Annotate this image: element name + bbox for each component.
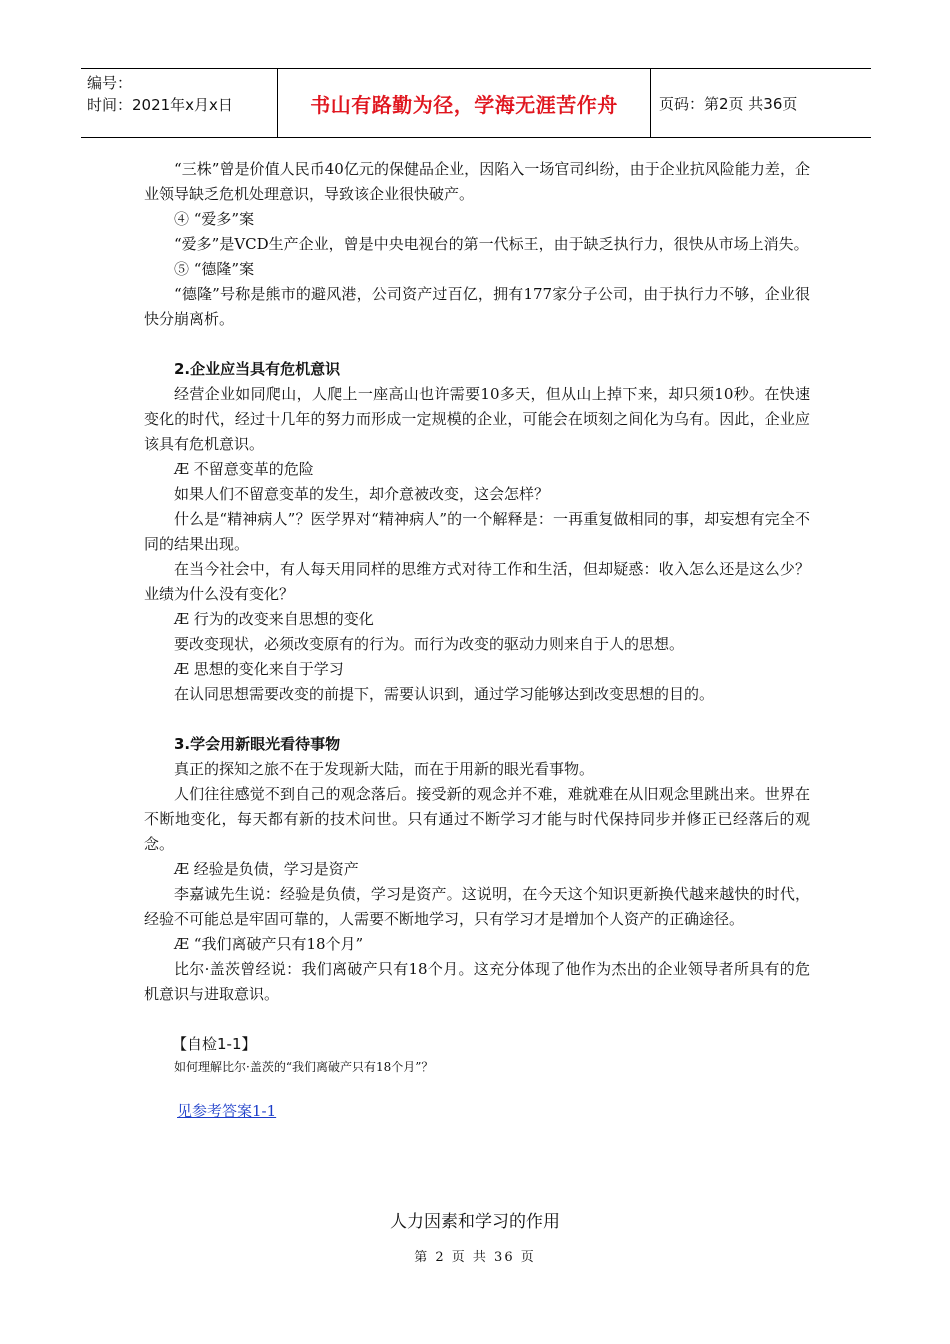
case-heading: ⑤ “德隆”案	[174, 260, 255, 278]
self-check-title: 【自检1-1】	[172, 1035, 257, 1053]
paragraph: “爱多”是VCD生产企业，曾是中央电视台的第一代标王，由于缺乏执行力，很快从市场上消失。	[174, 235, 809, 253]
self-check	[144, 1032, 810, 1077]
header-motto: 书山有路勤为径，学海无涯苦作舟	[278, 69, 651, 137]
section-heading: 2.企业应当具有危机意识	[174, 360, 341, 378]
paragraph: 在当今社会中，有人每天用同样的思维方式对待工作和生活，但却疑惑：收入怎么还是这么少？业绩为什么没有变化？	[144, 560, 810, 603]
paragraph: 李嘉诚先生说：经验是负债，学习是资产。这说明，在今天这个知识更新换代越来越快的时代，经验不可能总是牢固可靠的，人需要不断地学习，只有学习才是增加个人资产的正确途径。	[144, 885, 810, 928]
bullet-heading: Æ 经验是负债，学习是资产	[174, 860, 359, 878]
paragraph: 比尔·盖茨曾经说：我们离破产只有18个月。这充分体现了他作为杰出的企业领导者所具有的危机意识与进取意识。	[144, 960, 810, 1003]
self-check-question: 如何理解比尔·盖茨的“我们离破产只有18个月”？	[174, 1060, 434, 1074]
header-page-info: 页码：第2页 共36页	[659, 94, 798, 113]
paragraph: 经营企业如同爬山，人爬上一座高山也许需要10多天，但从山上掉下来，却只须10秒。在快速变化的时代，经过十几年的努力而形成一定规模的企业，可能会在顷刻之间化为乌有。因此，企业应该具有危机意识。	[144, 385, 810, 453]
document-body	[144, 157, 810, 1124]
paragraph: “三株”曾是价值人民币40亿元的保健品企业，因陷入一场官司纠纷，由于企业抗风险能力差，企业领导缺乏危机处理意识，导致该企业很快破产。	[144, 160, 810, 203]
code-label: 编号：	[87, 74, 133, 92]
paragraph: 在认同思想需要改变的前提下，需要认识到，通过学习能够达到改变思想的目的。	[174, 685, 715, 703]
bullet-heading: Æ 思想的变化来自于学习	[174, 660, 344, 678]
case-heading: ④ “爱多”案	[174, 210, 255, 228]
bullet-heading: Æ “我们离破产只有18个月”	[174, 935, 364, 953]
bullet-heading: Æ 不留意变革的危险	[174, 460, 314, 478]
bullet-heading: Æ 行为的改变来自思想的变化	[174, 610, 374, 628]
paragraph: 人们往往感觉不到自己的观念落后。接受新的观念并不难，难就难在从旧观念里跳出来。世界在不断地变化，每天都有新的技术问世。只有通过不断学习才能与时代保持同步并修正已经落后的观念。	[144, 785, 810, 853]
paragraph: 真正的探知之旅不在于发现新大陆，而在于用新的眼光看事物。	[174, 760, 595, 778]
page-footer: 第 2 页 共 36 页	[414, 1250, 536, 1265]
paragraph: “德隆”号称是熊市的避风港，公司资产过百亿，拥有177家分子公司，由于执行力不够，企业很快分崩离析。	[144, 285, 810, 328]
paragraph: 要改变现状，必须改变原有的行为。而行为改变的驱动力则来自于人的思想。	[174, 635, 685, 653]
paragraph: 什么是“精神病人”？医学界对“精神病人”的一个解释是：一再重复做相同的事，却妄想有完全不同的结果出现。	[144, 510, 810, 553]
paragraph: 如果人们不留意变革的发生，却介意被改变，这会怎样？	[174, 485, 550, 503]
answer-link[interactable]: 见参考答案1-1	[177, 1102, 277, 1120]
section-heading: 3.学会用新眼光看待事物	[174, 735, 341, 753]
date-label: 时间：2021年x月x日	[87, 96, 233, 114]
page-header	[81, 68, 871, 138]
next-section-title: 人力因素和学习的作用	[390, 1212, 560, 1232]
header-meta	[81, 69, 278, 137]
